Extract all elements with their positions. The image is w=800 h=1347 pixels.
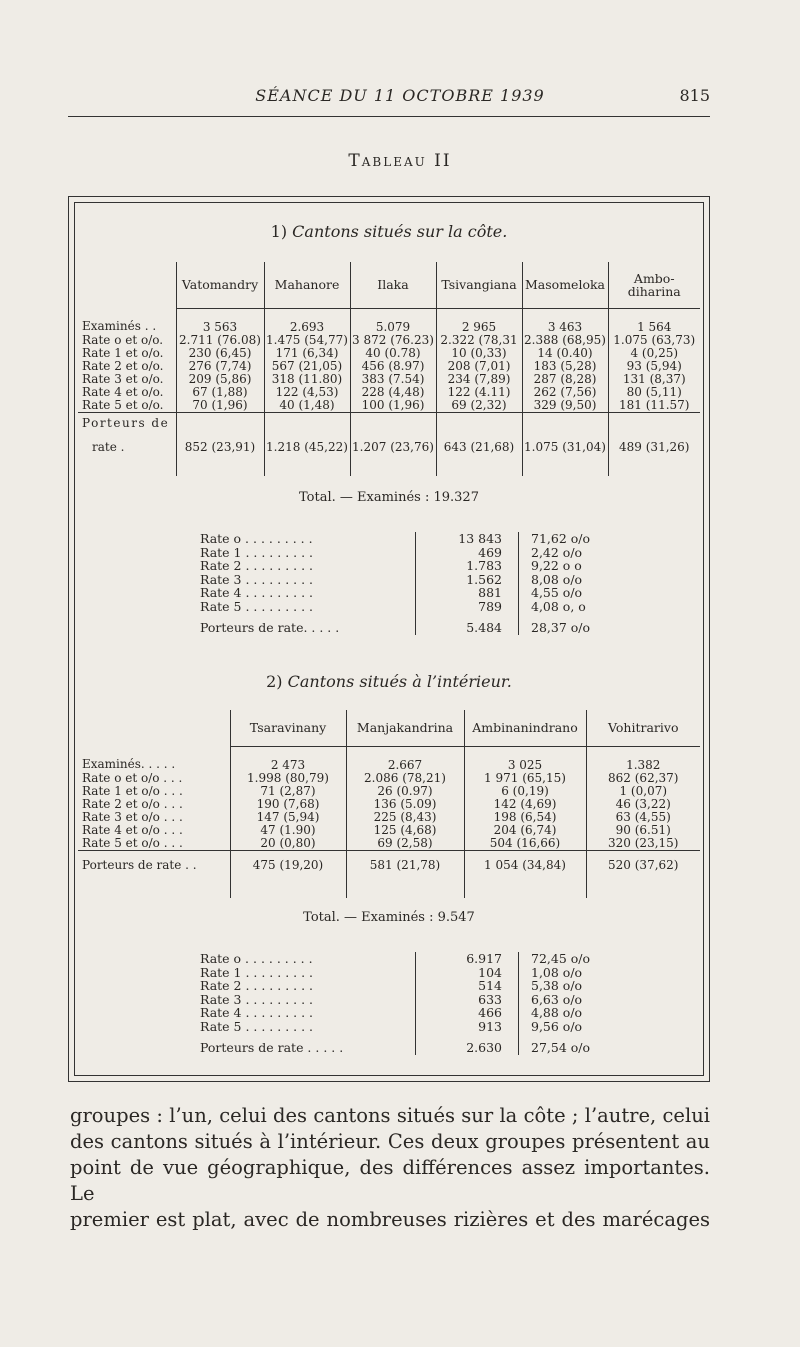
cell: 520 (37,62) [586,850,700,880]
section2-summary [200,952,621,1055]
tableau-title: Tableau II [348,151,452,171]
cell: 183 (5,28) [522,360,608,373]
table-row [78,399,700,413]
row-label: Porteurs de [78,412,176,430]
cell: 171 (6,34) [264,347,350,360]
cell: 204 (6,74) [464,824,586,837]
row-label: Rate 5 et o/o. [82,397,164,412]
cell: 26 (0.97) [346,785,464,798]
cell: 4 (0,25) [608,347,700,360]
cell: 198 (6,54) [464,811,586,824]
summary-percent: 9,22 o o [519,559,622,573]
cell: 20 (0,80) [230,837,346,851]
cell: 209 (5,86) [176,373,264,386]
summary-percent: 4,88 o/o [519,1006,622,1020]
cell: 40 (1,48) [264,399,350,413]
section1-corner [78,262,176,308]
section2-corner [78,710,230,746]
summary-row [200,600,621,614]
cell: 2 965 [436,308,522,334]
body-line: des cantons situés à l’intérieur. Ces deux groupes présentent au [70,1130,710,1153]
summary-row [200,546,621,560]
summary-label: Rate 1 . . . . . . . . . [200,544,314,560]
cell: 3 563 [176,308,264,334]
cell: 225 (8,43) [346,811,464,824]
body-line: premier est plat, avec de nombreuses rizières et des marécages [70,1208,710,1231]
body-line: point de vue géographique, des différences assez importantes. Le [70,1156,710,1205]
summary-percent: 27,54 o/o [519,1033,622,1055]
summary-label: Rate 4 . . . . . . . . . [200,1005,314,1020]
summary-percent: 9,56 o/o [519,1020,622,1034]
table-row [78,772,700,785]
cell: 70 (1,96) [176,399,264,413]
cell: 122 (4.11) [436,386,522,399]
cell: 1.998 (80,79) [230,772,346,785]
column-header: Ambinanindrano [464,710,586,746]
summary-value: 789 [416,600,519,614]
table-row [78,837,700,851]
row-label: Rate 2 et o/o. [82,358,164,373]
body-line: groupes : l’un, celui des cantons situés sur la côte ; l’autre, celui [70,1104,710,1127]
row-label: Rate 4 et o/o. [82,384,164,399]
section1-title [74,222,704,241]
summary-value: 633 [416,993,519,1007]
running-head [0,86,800,110]
column-header: Vohitrarivo [586,710,700,746]
summary-value: 466 [416,1006,519,1020]
row-label: Rate 4 et o/o . . . [82,822,183,837]
summary-percent: 4,55 o/o [519,586,622,600]
row-label: Rate 3 et o/o . . . [82,809,183,824]
cell: 2.086 (78,21) [346,772,464,785]
cell: 489 (31,26) [608,412,700,454]
row-label: Rate 2 et o/o . . . [82,796,183,811]
running-title: SÉANCE DU 11 OCTOBRE 1939 [255,86,545,105]
summary-percent: 72,45 o/o [519,952,622,966]
cell: 190 (7,68) [230,798,346,811]
cell: 47 (1.90) [230,824,346,837]
summary-label: Porteurs de rate . . . . . [200,1040,344,1055]
summary-value: 913 [416,1020,519,1034]
cell: 852 (23,91) [176,412,264,454]
cell: 181 (11.57) [608,399,700,413]
summary-percent: 28,37 o/o [519,613,622,635]
summary-row [200,993,621,1007]
summary-percent: 4,08 o, o [519,600,622,614]
summary-value: 5.484 [416,613,519,635]
summary-row [200,586,621,600]
page-number: 815 [679,86,710,105]
table-row [78,360,700,373]
summary-label: Porteurs de rate. . . . . [200,620,340,635]
row-label: Rate o et o/o . . . [82,770,183,785]
row-label: rate . [92,439,125,454]
summary-percent: 6,63 o/o [519,993,622,1007]
cell: 136 (5.09) [346,798,464,811]
summary-row [200,1020,621,1034]
cell: 1 564 [608,308,700,334]
row-label: Rate 3 et o/o. [82,371,164,386]
cell: 320 (23,15) [586,837,700,851]
cell: 14 (0.40) [522,347,608,360]
summary-value: 469 [416,546,519,560]
table-row [78,746,700,772]
cell: 2.388 (68,95) [522,334,608,347]
section1-total: Total. — Examinés : 19.327 [299,490,479,505]
section2-number: 2) [266,672,283,691]
cell: 234 (7,89) [436,373,522,386]
summary-row [200,952,621,966]
summary-value: 6.917 [416,952,519,966]
cell: 3 025 [464,746,586,772]
cell: 90 (6.51) [586,824,700,837]
summary-row [200,532,621,546]
summary-percent: 8,08 o/o [519,573,622,587]
column-header: Tsivangiana [436,262,522,308]
row-label: Rate 1 et o/o . . . [82,783,183,798]
summary-row [200,613,621,635]
column-header: Ilaka [350,262,436,308]
summary-label: Rate 2 . . . . . . . . . [200,978,314,993]
table-row [78,347,700,360]
cell: 122 (4,53) [264,386,350,399]
summary-value: 1.783 [416,559,519,573]
cell: 475 (19,20) [230,850,346,880]
cell: 208 (7,01) [436,360,522,373]
summary-percent: 71,62 o/o [519,532,622,546]
cell: 287 (8,28) [522,373,608,386]
section1-number: 1) [270,222,288,241]
cell: 5.079 [350,308,436,334]
summary-label: Rate o . . . . . . . . . [200,531,313,546]
cell: 567 (21,05) [264,360,350,373]
summary-percent: 5,38 o/o [519,979,622,993]
cell: 643 (21,68) [436,412,522,454]
cell: 3 463 [522,308,608,334]
summary-row [200,1006,621,1020]
cell: 71 (2,87) [230,785,346,798]
body-paragraph [70,1103,710,1233]
column-header: Masomeloka [522,262,608,308]
cell: 230 (6,45) [176,347,264,360]
cell: 329 (9,50) [522,399,608,413]
cell: 1.075 (31,04) [522,412,608,454]
cell: 69 (2,58) [346,837,464,851]
cell: 131 (8,37) [608,373,700,386]
summary-value: 13 843 [416,532,519,546]
cell: 100 (1,96) [350,399,436,413]
column-header: Vatomandry [176,262,264,308]
table-row [78,334,700,347]
cell: 1 054 (34,84) [464,850,586,880]
cell: 1.075 (63,73) [608,334,700,347]
column-header: Manjakandrina [346,710,464,746]
cell: 2.711 (76.08) [176,334,264,347]
row-label: Rate 5 et o/o . . . [82,835,183,850]
cell: 1 971 (65,15) [464,772,586,785]
summary-value: 2.630 [416,1033,519,1055]
cell: 125 (4,68) [346,824,464,837]
column-header: Tsaravinany [230,710,346,746]
summary-label: Rate 3 . . . . . . . . . [200,991,314,1007]
table-row [78,386,700,399]
row-label: Examinés. . . . . [82,757,176,772]
cell: 63 (4,55) [586,811,700,824]
section1-table [78,262,700,476]
cell: 40 (0.78) [350,347,436,360]
cell: 80 (5,11) [608,386,700,399]
summary-label: Rate 4 . . . . . . . . . [200,585,314,600]
cell: 2.667 [346,746,464,772]
cell: 504 (16,66) [464,837,586,851]
cell: 6 (0,19) [464,785,586,798]
summary-value: 104 [416,966,519,980]
summary-label: Rate 5 . . . . . . . . . [200,598,314,614]
cell: 1.475 (54,77) [264,334,350,347]
cell: 228 (4,48) [350,386,436,399]
table-row [78,824,700,837]
summary-row [200,559,621,573]
cell: 3 872 (76.23) [350,334,436,347]
column-header: Mahanore [264,262,350,308]
summary-percent: 1,08 o/o [519,966,622,980]
porteurs-row [78,850,700,880]
section2-title [74,672,704,691]
cell: 862 (62,37) [586,772,700,785]
porteurs-row [78,412,700,430]
cell: 581 (21,78) [346,850,464,880]
cell: 147 (5,94) [230,811,346,824]
row-label: Examinés . . [82,319,157,334]
table-row [78,811,700,824]
cell: 93 (5,94) [608,360,700,373]
cell: 1.218 (45,22) [264,412,350,454]
summary-label: Rate o . . . . . . . . . [200,951,313,966]
cell: 2.322 (78,31 [436,334,522,347]
cell: 383 (7.54) [350,373,436,386]
table-row [78,785,700,798]
cell: 456 (8.97) [350,360,436,373]
cell: 1.382 [586,746,700,772]
column-header: Ambo- diharina [608,262,700,308]
spacer-row [78,880,700,898]
summary-percent: 2,42 o/o [519,546,622,560]
cell: 10 (0,33) [436,347,522,360]
cell: 2 473 [230,746,346,772]
cell: 46 (3,22) [586,798,700,811]
cell: 1 (0,07) [586,785,700,798]
section2-total: Total. — Examinés : 9.547 [303,910,475,925]
section1-header-row [78,262,700,308]
summary-value: 881 [416,586,519,600]
summary-value: 514 [416,979,519,993]
cell: 262 (7,56) [522,386,608,399]
section2-header-row [78,710,700,746]
section1-summary [200,532,621,635]
table-row [78,798,700,811]
summary-label: Rate 1 . . . . . . . . . [200,964,314,980]
summary-label: Rate 3 . . . . . . . . . [200,571,314,587]
row-label: Rate o et o/o. [82,332,164,347]
cell: 67 (1,88) [176,386,264,399]
table-row [78,373,700,386]
summary-row [200,1033,621,1055]
table-row [78,308,700,334]
summary-label: Rate 5 . . . . . . . . . [200,1018,314,1034]
spacer-row [78,454,700,476]
summary-row [200,573,621,587]
cell: 69 (2,32) [436,399,522,413]
section2-table [78,710,700,898]
summary-value: 1.562 [416,573,519,587]
cell: 142 (4,69) [464,798,586,811]
row-label: Porteurs de rate . . [78,850,230,880]
cell: 276 (7,74) [176,360,264,373]
cell: 1.207 (23,76) [350,412,436,454]
cell: 2.693 [264,308,350,334]
section1-heading: Cantons situés sur la côte. [292,222,508,241]
header-rule [68,116,710,117]
summary-row [200,966,621,980]
cell: 318 (11.80) [264,373,350,386]
summary-label: Rate 2 . . . . . . . . . [200,558,314,573]
row-label: Rate 1 et o/o. [82,345,164,360]
summary-row [200,979,621,993]
section2-heading: Cantons situés à l’intérieur. [287,672,512,691]
